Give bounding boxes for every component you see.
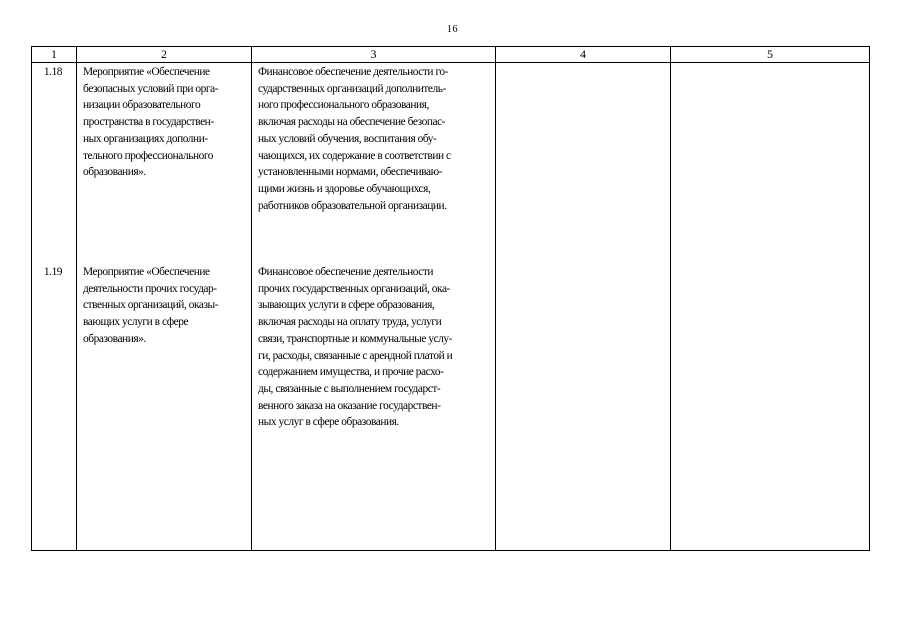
- cell-number-column: [32, 63, 77, 551]
- cell-column-5: [671, 63, 870, 551]
- text-line: тельного профессионального: [83, 149, 214, 162]
- column-header-3: 3: [252, 47, 496, 63]
- text-line: образования».: [83, 332, 146, 345]
- column-header-4: 4: [496, 47, 671, 63]
- text-line: установленными нормами, обеспечиваю-: [258, 166, 442, 179]
- text-line: ного профессионального образования,: [258, 99, 429, 112]
- text-line: прочих государственных организаций, ока-: [258, 282, 450, 295]
- text-line: ных организациях дополни-: [83, 132, 208, 145]
- text-line: венного заказа на оказание государствен-: [258, 399, 441, 412]
- text-line: чающихся, их содержание в соответствии с: [258, 149, 451, 162]
- table-header-row: [32, 47, 870, 63]
- description-text-1-18: [252, 64, 495, 214]
- text-line: ственных организаций, оказы-: [83, 299, 219, 312]
- text-line: Мероприятие «Обеспечение: [83, 66, 210, 78]
- text-line: связи, транспортные и коммунальные услу-: [258, 332, 452, 345]
- text-line: ды, связанные с выполнением государст-: [258, 382, 441, 395]
- text-line: вающих услуги в сфере: [83, 316, 189, 329]
- text-line: пространства в государствен-: [83, 116, 214, 129]
- text-line: щими жизнь и здоровье обучающихся,: [258, 182, 431, 195]
- text-line: ных услуг в сфере образования.: [258, 416, 399, 429]
- page-number: 16: [447, 24, 458, 35]
- column-header-5: 5: [671, 47, 870, 63]
- text-line: деятельности прочих государ-: [83, 282, 217, 295]
- text-line: безопасных условий при орга-: [83, 82, 219, 95]
- cell-description-column: [252, 63, 496, 551]
- cell-event-column: [77, 63, 252, 551]
- text-line: сударственных организаций дополнитель-: [258, 82, 446, 95]
- column-header-1: 1: [32, 47, 77, 63]
- text-line: Мероприятие «Обеспечение: [83, 266, 210, 278]
- text-line: работников образовательной организации.: [258, 199, 447, 212]
- description-text-1-19: [252, 264, 495, 431]
- event-text-1-19: [77, 264, 251, 348]
- text-line: Финансовое обеспечение деятельности го-: [258, 66, 448, 78]
- column-header-2: 2: [77, 47, 252, 63]
- cell-column-4: [496, 63, 671, 551]
- row-number-1-18: 1.18: [43, 66, 63, 78]
- text-line: ных условий обучения, воспитания обу-: [258, 132, 437, 145]
- event-text-1-18: [77, 64, 251, 181]
- text-line: образования».: [83, 166, 146, 179]
- text-line: ги, расходы, связанные с арендной платой и: [258, 349, 453, 362]
- table-body-row: [32, 63, 870, 551]
- text-line: включая расходы на обеспечение безопас-: [258, 116, 446, 129]
- text-line: включая расходы на оплату труда, услуги: [258, 316, 442, 329]
- row-number-1-19: 1.19: [43, 266, 63, 278]
- document-table: [31, 46, 870, 551]
- text-line: содержанием имущества, и прочие расхо-: [258, 366, 444, 379]
- text-line: низации образовательного: [83, 99, 201, 112]
- text-line: Финансовое обеспечение деятельности: [258, 266, 434, 278]
- text-line: зывающих услуги в сфере образования,: [258, 299, 435, 312]
